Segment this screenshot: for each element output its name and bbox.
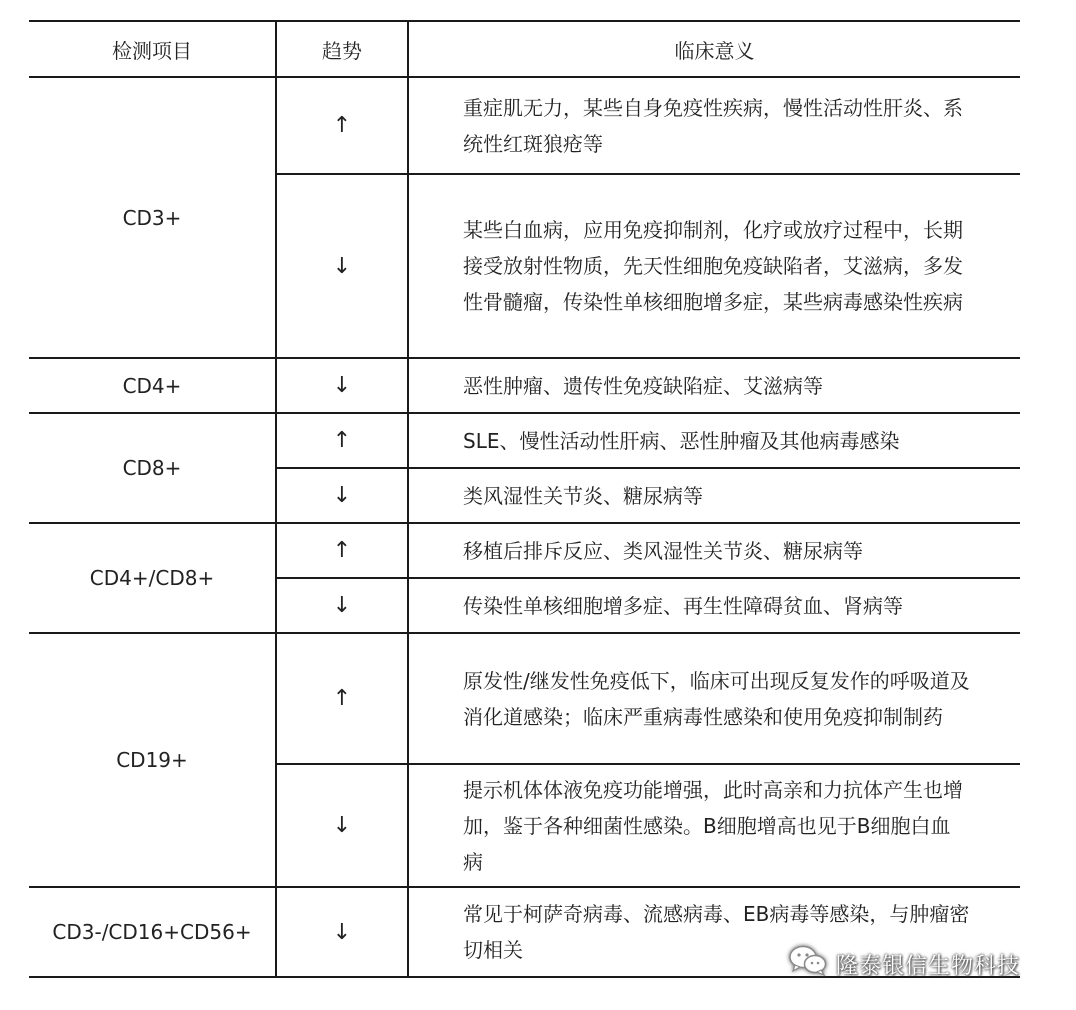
meaning-cell: 重症肌无力，某些自身免疫性疾病，慢性活动性肝炎、系统性红斑狼疮等 xyxy=(408,77,1020,174)
trend-cell: ↓ xyxy=(276,887,408,977)
watermark xyxy=(788,944,1020,984)
item-cell: CD19+ xyxy=(29,633,276,887)
meaning-cell: 传染性单核细胞增多症、再生性障碍贫血、肾病等 xyxy=(408,578,1020,633)
table-row xyxy=(29,77,1020,174)
wechat-icon xyxy=(788,944,828,984)
meaning-cell: 某些白血病，应用免疫抑制剂，化疗或放疗过程中，长期接受放射性物质，先天性细胞免疫缺陷者，艾滋病，多发性骨髓瘤，传染性单核细胞增多症，某些病毒感染性疾病 xyxy=(408,174,1020,358)
trend-cell: ↑ xyxy=(276,633,408,764)
table-row xyxy=(29,358,1020,413)
item-cell: CD3-/CD16+CD56+ xyxy=(29,887,276,977)
meaning-cell: 类风湿性关节炎、糖尿病等 xyxy=(408,468,1020,523)
meaning-cell: SLE、慢性活动性肝病、恶性肿瘤及其他病毒感染 xyxy=(408,413,1020,468)
watermark-text: 隆泰银信生物科技 xyxy=(836,953,1021,979)
meaning-cell: 常见于柯萨奇病毒、流感病毒、EB病毒等感染，与肿瘤密切相关 xyxy=(408,887,1020,977)
clinical-significance-table-container xyxy=(29,20,1020,978)
trend-cell: ↓ xyxy=(276,764,408,887)
item-cell: CD8+ xyxy=(29,413,276,523)
item-cell: CD3+ xyxy=(29,77,276,358)
meaning-cell: 提示机体体液免疫功能增强，此时高亲和力抗体产生也增加，鉴于各种细菌性感染。B细胞增高也见于B细胞白血病 xyxy=(408,764,1020,887)
meaning-cell: 原发性/继发性免疫低下，临床可出现反复发作的呼吸道及消化道感染；临床严重病毒性感染和使用免疫抑制制药 xyxy=(408,633,1020,764)
trend-cell: ↑ xyxy=(276,413,408,468)
trend-cell: ↓ xyxy=(276,468,408,523)
clinical-significance-table xyxy=(29,20,1020,978)
item-cell: CD4+/CD8+ xyxy=(29,523,276,633)
trend-cell: ↓ xyxy=(276,578,408,633)
table-row xyxy=(29,633,1020,764)
table-row xyxy=(29,523,1020,578)
trend-cell: ↑ xyxy=(276,523,408,578)
trend-cell: ↑ xyxy=(276,77,408,174)
meaning-cell: 恶性肿瘤、遗传性免疫缺陷症、艾滋病等 xyxy=(408,358,1020,413)
header-item: 检测项目 xyxy=(29,21,276,77)
meaning-cell: 移植后排斥反应、类风湿性关节炎、糖尿病等 xyxy=(408,523,1020,578)
header-trend: 趋势 xyxy=(276,21,408,77)
trend-cell: ↓ xyxy=(276,358,408,413)
table-header-row xyxy=(29,21,1020,77)
trend-cell: ↓ xyxy=(276,174,408,358)
item-cell: CD4+ xyxy=(29,358,276,413)
header-meaning: 临床意义 xyxy=(408,21,1020,77)
table-row xyxy=(29,413,1020,468)
